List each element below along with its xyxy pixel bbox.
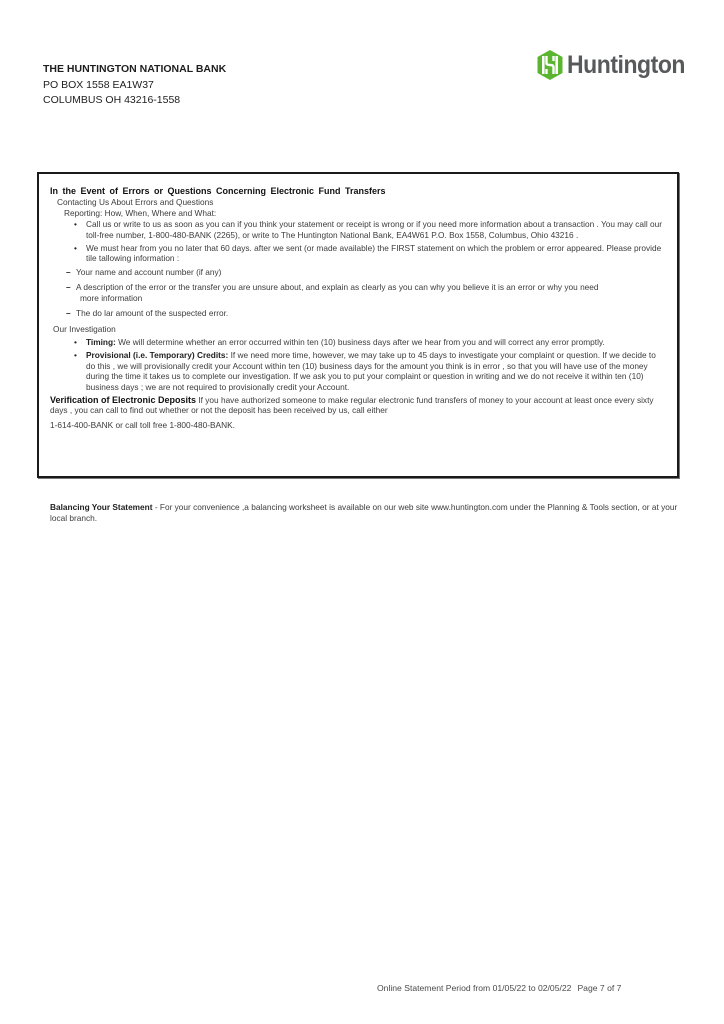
address-line-1: PO BOX 1558 EA1W37 <box>43 78 154 91</box>
phone-numbers: 1-614-400-BANK or call toll free 1-800-480-BANK. <box>50 419 235 430</box>
huntington-hexagon-icon <box>536 49 564 81</box>
balancing-title: Balancing Your Statement <box>50 502 153 512</box>
notice-title: In the Event of Errors or Questions Concerning Electronic Fund Transfers <box>50 186 386 196</box>
bank-name: THE HUNTINGTON NATIONAL BANK <box>43 63 227 75</box>
contacting-heading: Contacting Us About Errors and Questions <box>57 197 214 208</box>
required-info-list <box>50 267 667 319</box>
investigation-heading: Our Investigation <box>53 324 116 335</box>
reporting-bullet: • Call us or write to us as soon as you can if you think your statement or receipt is wrong or if you need more information about a transaction . You may call our toll-free number, 1-800-480-BANK (2265), or write to The Huntington National Bank, EA4W61 P.O. Box 1558, Columbus, Ohio 43216 . <box>74 219 667 240</box>
statement-period: Online Statement Period from 01/05/22 to 02/05/22 <box>377 983 572 993</box>
investigation-item-timing: • Timing: We will determine whether an error occurred within ten (10) business days after we hear from you and will correct any error promptly. <box>74 337 667 347</box>
reporting-heading: Reporting: How, When, Where and What: <box>64 207 217 218</box>
required-info-item: – Your name and account number (if any) <box>66 267 667 277</box>
bank-return-address <box>43 62 226 109</box>
verification-title: Verification of Electronic Deposits <box>50 394 197 405</box>
verification-paragraph: Verification of Electronic Deposits If you have authorized someone to make regular electronic fund transfers of money to your account at least once every sixty days , you can call to find out whether or not the deposit has been received by us, call either <box>50 394 654 416</box>
required-info-item: – A description of the error or the transfer you are unsure about, and explain as clearly as you can why you believe it is an error or why you need more information <box>66 282 667 303</box>
logo-wordmark: Huntington <box>567 50 686 79</box>
investigation-item-provisional-credits: • Provisional (i.e. Temporary) Credits: If we need more time, however, we may take up to 45 days to investigate your complaint or question. If we decide to do this , we will provisionally credit your Account within ten (10) business days for the amount you think is in error , so that you will have use of the money during the time it takes us to complete our investigation. If we ask you to put your complaint or question in writing and we do not receive it within ten (10) business days ; we are not required to provisionally credit your Account. <box>74 350 667 392</box>
reporting-bullet-list <box>50 219 667 264</box>
reporting-bullet: • We must hear from you no later that 60 days. after we sent (or made available) the FIRST statement on which the problem or error appeared. Please provide tile tallowing information : <box>74 243 667 264</box>
investigation-list <box>50 337 667 392</box>
huntington-logo <box>536 49 695 81</box>
page-footer <box>377 983 621 993</box>
address-line-2: COLUMBUS OH 43216-1558 <box>43 94 181 106</box>
eft-errors-notice-box <box>37 172 679 478</box>
required-info-item: – The do lar amount of the suspected error. <box>66 308 667 318</box>
page-number: Page 7 of 7 <box>577 983 622 993</box>
balancing-statement-paragraph: Balancing Your Statement - For your convenience ,a balancing worksheet is available on our web site www.huntington.com under the Planning & Tools section, or at your local branch. <box>50 502 678 523</box>
